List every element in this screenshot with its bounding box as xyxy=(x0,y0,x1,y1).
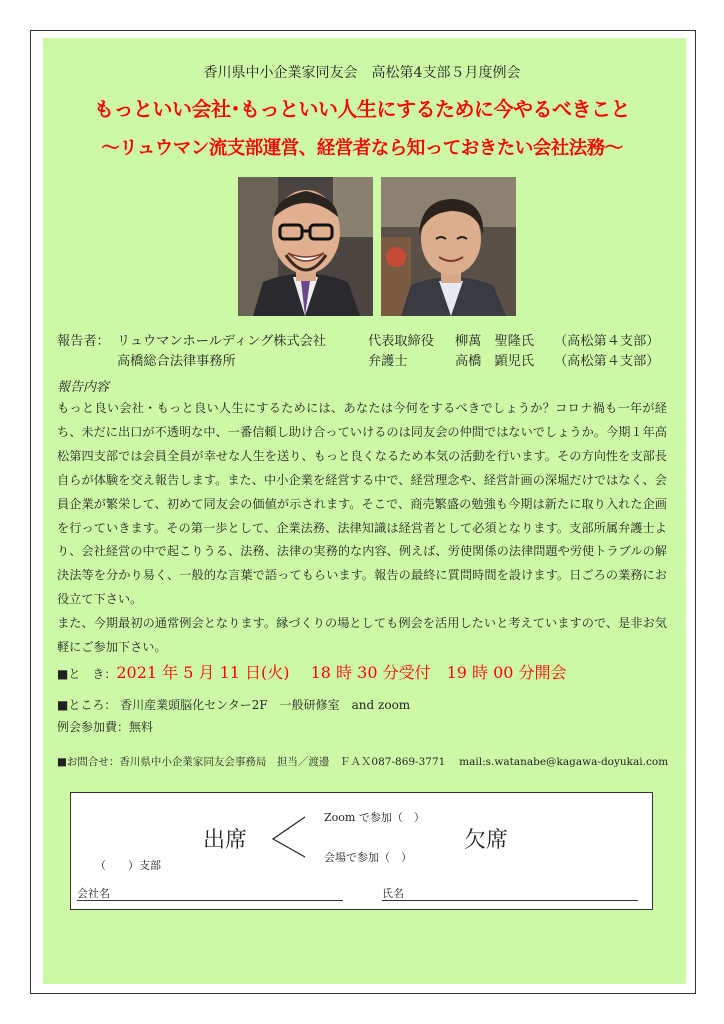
event-contact: ■お問合せ：香川県中小企業家同友会事務局 担当／渡邊 ＦＡＸ087-869-3771 mail:s.watanabe@kagawa-doyukai.com xyxy=(57,756,669,768)
zoom-option[interactable]: Zoom で参加（ ） xyxy=(324,811,425,824)
company-field[interactable] xyxy=(77,900,343,901)
branch-field[interactable]: （ ）支部 xyxy=(95,859,161,872)
bracket-mark xyxy=(269,815,309,859)
reporter-label: 報告者： xyxy=(57,334,110,349)
reporter-1-company: リュウマンホールディング株式会社 xyxy=(117,334,327,349)
reporter-2-name: 高橋 顕児氏 xyxy=(455,354,535,369)
organization-line: 香川県中小企業家同友会 高松第4支部５月度例会 xyxy=(203,65,521,81)
name-field[interactable] xyxy=(382,900,638,901)
speaker-photo-2 xyxy=(381,177,516,316)
reporter-1-role: 代表取締役 xyxy=(368,334,434,349)
speaker-photo-1 xyxy=(238,177,373,316)
event-date-row xyxy=(57,660,567,683)
attend-option[interactable]: 出席 xyxy=(203,828,248,853)
content-paragraph-2: また、今期最初の通常例会となります。縁づくりの場としても例会を活用したいと考えていますので、是非お気軽にご参加下さい。 xyxy=(57,616,667,655)
event-fee: 例会参加費：無料 xyxy=(57,720,154,734)
reporter-2-role: 弁護士 xyxy=(368,354,408,369)
reporter-2-branch: （高松第４支部） xyxy=(554,354,660,369)
reporter-1-name: 柳萬 聖隆氏 xyxy=(455,334,535,349)
event-title: もっといい会社･もっといい人生にするために今やるべきこと xyxy=(94,97,630,121)
content-heading: 報告内容 xyxy=(57,380,110,395)
reporter-1-branch: （高松第４支部） xyxy=(554,334,660,349)
date-value: 2021 年 5 月 11 日(火) 18 時 30 分受付 19 時 00 分開会 xyxy=(116,663,567,682)
event-place-row xyxy=(57,696,410,713)
absent-option[interactable]: 欠席 xyxy=(464,828,509,853)
event-subtitle: ～リュウマン流支部運営、経営者なら知っておきたい会社法務～ xyxy=(101,138,623,159)
content-body xyxy=(57,397,667,660)
content-paragraph-1: もっと良い会社・もっと良い人生にするためには、あなたは今何をするべきでしょうか？コロナ禍も一年が経ち、未だに出口が不透明な中、一番信頼し助け合っていけるのは同友会の仲間ではないでしょうか。今期１年高松第四支部では会員全員が幸せな人生を送り、もっと良くなるため本気の活動を行います。その方向性を支部長自らが体験を交え報告します。また、中小企業を経営する中で、経営理念や、経営計画の深堀だけではなく、会員企業が繁栄して、初めて同友会の価値が示されます。そこで、商売繁盛の勉強も今期は新たに取り入れた企画を行っていきます。その第一歩として、企業法務、法律知識は経営者として必須となります。支部所属弁護士より、会社経営の中で起こりうる、法務、法律の実務的な内容、例えば、労使関係の法律問題や労使トラブルの解決法等を分かり易く、一般的な言葉で語ってもらいます。報告の最終に質問時間を設けます。日ごろの業務にお役立て下さい。 xyxy=(57,401,667,607)
place-label: ■ところ： xyxy=(57,698,117,712)
venue-option[interactable]: 会場で参加（ ） xyxy=(324,851,412,864)
company-label: 会社名 xyxy=(77,887,110,900)
reporter-2-company: 高橋総合法律事務所 xyxy=(117,354,236,369)
name-label: 氏名 xyxy=(382,887,404,900)
registration-form xyxy=(70,792,653,910)
place-value: 香川産業頭脳化センター2F 一般研修室 and zoom xyxy=(120,698,411,712)
date-label: ■と き： xyxy=(57,667,117,681)
